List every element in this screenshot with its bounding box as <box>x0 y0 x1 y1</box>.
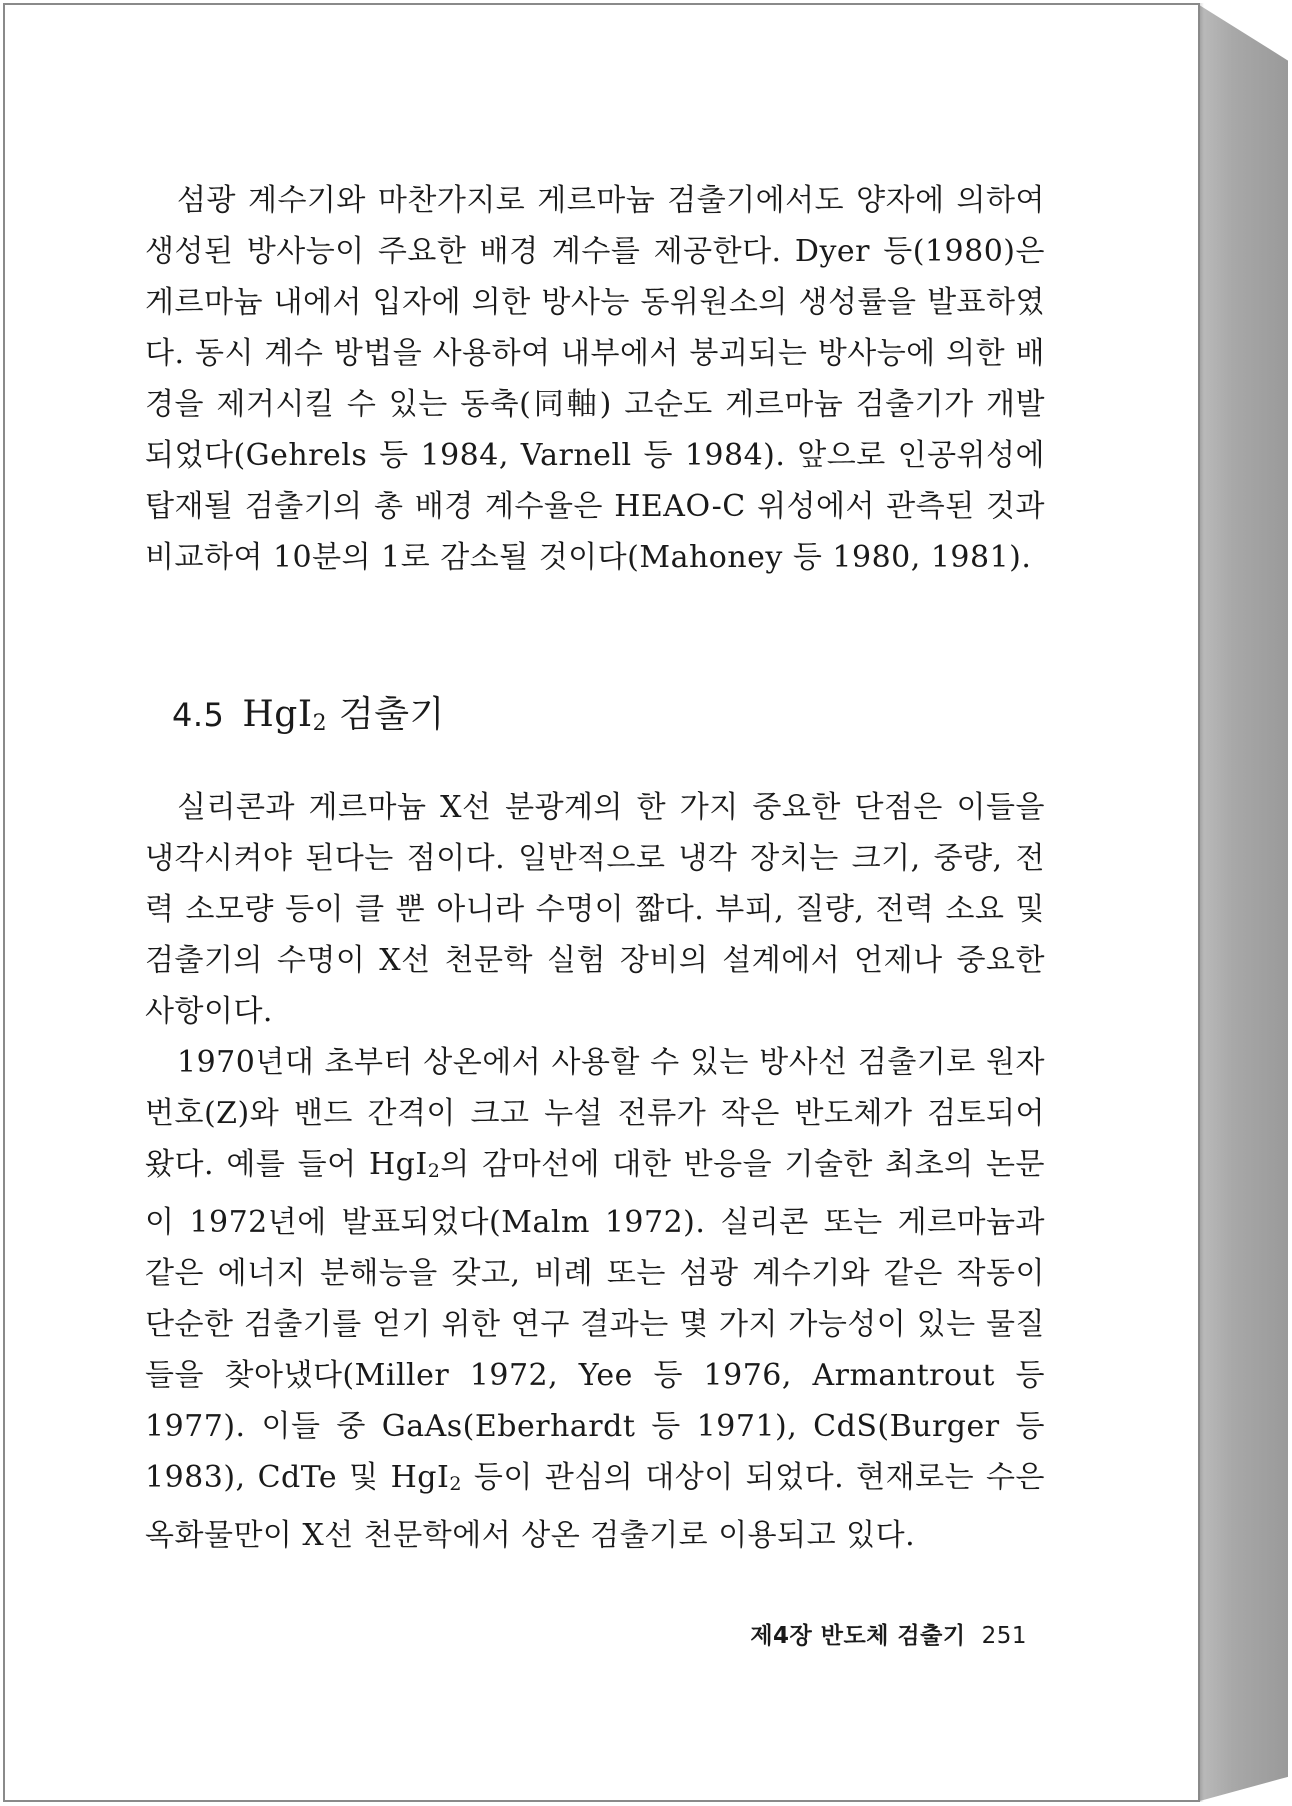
page-edge <box>1196 3 1288 1802</box>
paragraph2-part-c: 등이 관심의 대상이 되었다. 현재로는 수은 옥화물만이 X선 천문학에서 상온 검출기로 이용되고 있다. <box>145 1460 1045 1553</box>
page-footer <box>750 1617 1027 1650</box>
section-heading <box>172 686 445 737</box>
paragraph2-part-a: 1970년대 초부터 상온에서 사용할 수 있는 방사선 검출기로 원자번호(Z)와 밴드 간격이 크고 누설 전류가 작은 반도체가 검토되어 왔다. 예를 들어 HgI <box>145 1045 1045 1182</box>
paragraph2-subscript-1: 2 <box>427 1160 441 1182</box>
paragraph-cooling-drawback: 실리콘과 게르마늄 X선 분광계의 한 가지 중요한 단점은 이들을 냉각시켜야 된다는 점이다. 일반적으로 냉각 장치는 크기, 중량, 전력 소모량 등이 클 뿐 아니라 수명이 짧다. 부피, 질량, 전력 소요 및 검출기의 수명이 X선 천문학 실험 장비의 설계에서 언제나 중요한 사항이다. <box>145 790 1045 1029</box>
section-body <box>145 175 1045 583</box>
section-title-subscript: 2 <box>312 711 328 736</box>
section-title-suffix: 검출기 <box>327 694 445 735</box>
paragraph-germanium-background: 섬광 계수기와 마찬가지로 게르마늄 검출기에서도 양자에 의하여 생성된 방사능이 주요한 배경 계수를 제공한다. Dyer 등(1980)은 게르마늄 내에서 입자에 의한 방사능 동위원소의 생성률을 발표하였다. 동시 계수 방법을 사용하여 내부에서 붕괴되는 방사능에 의한 배경을 제거시킬 수 있는 동축(同軸) 고순도 게르마늄 검출기가 개발되었다(Gehrels 등 1984, Varnell 등 1984). 앞으로 인공위성에 탑재될 검출기의 총 배경 계수율은 HEAO-C 위성에서 관측된 것과 비교하여 10분의 1로 감소될 것이다(Mahoney 등 1980, 1981). <box>145 183 1045 575</box>
paragraph-room-temperature-detectors <box>145 1037 1045 1561</box>
page-number: 251 <box>981 1623 1027 1649</box>
section-hgi2-body <box>145 782 1045 1561</box>
section-title-prefix: HgI <box>242 694 313 735</box>
chapter-title: 제4장 반도체 검출기 <box>750 1623 966 1649</box>
paragraph2-subscript-2: 2 <box>449 1473 462 1495</box>
section-number: 4.5 <box>172 696 225 734</box>
paragraph2-part-b: 의 감마선에 대한 반응을 기술한 최초의 논문이 1972년에 발표되었다(Malm 1972). 실리콘 또는 게르마늄과 같은 에너지 분해능을 갖고, 비례 또는 섬광 계수기와 같은 작동이 단순한 검출기를 얻기 위한 연구 결과는 몇 가지 가능성이 있는 물질들을 찾아냈다(Miller 1972, Yee 등 1976, Armantrout 등 1977). 이들 중 GaAs(Eberhardt 등 1971), CdS(Burger 등 1983), CdTe 및 HgI <box>145 1147 1046 1495</box>
